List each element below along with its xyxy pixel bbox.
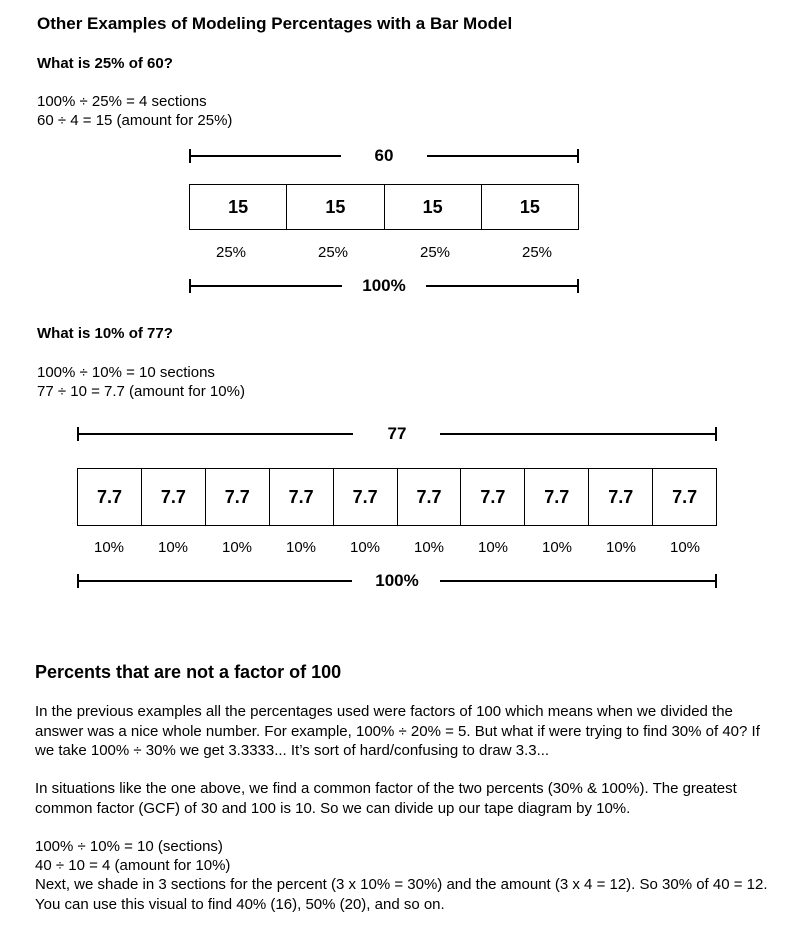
example1-percent-labels [180, 244, 588, 261]
percent-label: 25% [215, 244, 247, 261]
bar-section: 7.7 [96, 486, 122, 507]
paragraph-2: In situations like the one above, we find a common factor of the two percents (30% & 100%). The greatest common factor (GCF) of 30 and 100 is 10. So we can divide up our tape diagram by 10%. [35, 780, 737, 817]
dimension-line-right [426, 285, 579, 287]
percent-label: 10% [477, 539, 509, 556]
paragraph-3: Next, we shade in 3 sections for the percent (3 x 10% = 30%) and the amount (3 x 4 = 12). So 30% of 40 = 12. You can use this visual to find 40% (16), 50% (20), and so on. [35, 876, 768, 913]
percent-label: 10% [605, 539, 637, 556]
example2-total-dimension [77, 424, 717, 443]
example2-question: What is 10% of 77? [37, 325, 173, 342]
example1-question: What is 25% of 60? [37, 55, 173, 72]
percent-label: 10% [413, 539, 445, 556]
example1-eq1: 100% ÷ 25% = 4 sections [37, 93, 207, 110]
dimension-line-right [440, 433, 717, 435]
dimension-tick-right [577, 279, 579, 293]
bar-section: 7.7 [588, 469, 652, 525]
bar-section: 7.7 [269, 469, 333, 525]
example1-total-dimension [189, 146, 579, 165]
example2-eq1: 100% ÷ 10% = 10 sections [37, 364, 215, 381]
example2-total-label: 77 [387, 424, 407, 443]
example1-bar-model [189, 184, 579, 230]
bar-section: 7.7 [524, 469, 588, 525]
example2-whole-label: 100% [375, 571, 419, 590]
section-heading: Percents that are not a factor of 100 [35, 662, 342, 682]
bar-section: 15 [481, 185, 578, 229]
dimension-line-left [189, 285, 342, 287]
dimension-tick-right [715, 574, 717, 588]
dimension-line-left [189, 155, 341, 157]
bar-section: 7.7 [205, 469, 269, 525]
bar-section: 7.7 [652, 469, 716, 525]
bar-section: 15 [384, 185, 481, 229]
percent-label: 10% [285, 539, 317, 556]
percent-label: 10% [541, 539, 573, 556]
example2-percent-labels [77, 539, 717, 556]
bar-section: 15 [286, 185, 383, 229]
example2-whole-dimension [77, 571, 717, 590]
percent-label: 10% [93, 539, 125, 556]
bar-section: 7.7 [460, 469, 524, 525]
bar-section: 15 [228, 196, 249, 217]
percent-label: 10% [669, 539, 701, 556]
calc-line-1: 100% ÷ 10% = 10 (sections) [35, 838, 223, 855]
percent-label: 10% [349, 539, 381, 556]
percent-label: 25% [521, 244, 553, 261]
dimension-line-left [77, 433, 353, 435]
percent-label: 25% [317, 244, 349, 261]
dimension-line-right [427, 155, 579, 157]
dimension-line-left [77, 580, 352, 582]
example1-whole-label: 100% [362, 276, 406, 295]
paragraph-1: In the previous examples all the percentages used were factors of 100 which means when we divided the answer was a nice whole number. For example, 100% ÷ 20% = 5. But what if were trying to find 30% of 40? If we take 100% ÷ 30% we get 3.3333... It’s sort of hard/confusing to draw 3.3... [35, 703, 760, 759]
dimension-tick-right [715, 427, 717, 441]
example2-eq2: 77 ÷ 10 = 7.7 (amount for 10%) [37, 383, 245, 400]
percent-label: 10% [221, 539, 253, 556]
dimension-line-right [440, 580, 717, 582]
bar-section: 7.7 [397, 469, 461, 525]
example1-total-label: 60 [374, 146, 394, 165]
bar-section: 7.7 [333, 469, 397, 525]
calc-line-2: 40 ÷ 10 = 4 (amount for 10%) [35, 857, 231, 874]
bar-section: 7.7 [141, 469, 205, 525]
percent-label: 10% [157, 539, 189, 556]
page-title: Other Examples of Modeling Percentages with a Bar Model [37, 14, 513, 33]
example1-whole-dimension [189, 276, 579, 295]
example2-bar-model [77, 468, 717, 526]
dimension-tick-right [577, 149, 579, 163]
percent-label: 25% [419, 244, 451, 261]
example1-eq2: 60 ÷ 4 = 15 (amount for 25%) [37, 112, 233, 129]
